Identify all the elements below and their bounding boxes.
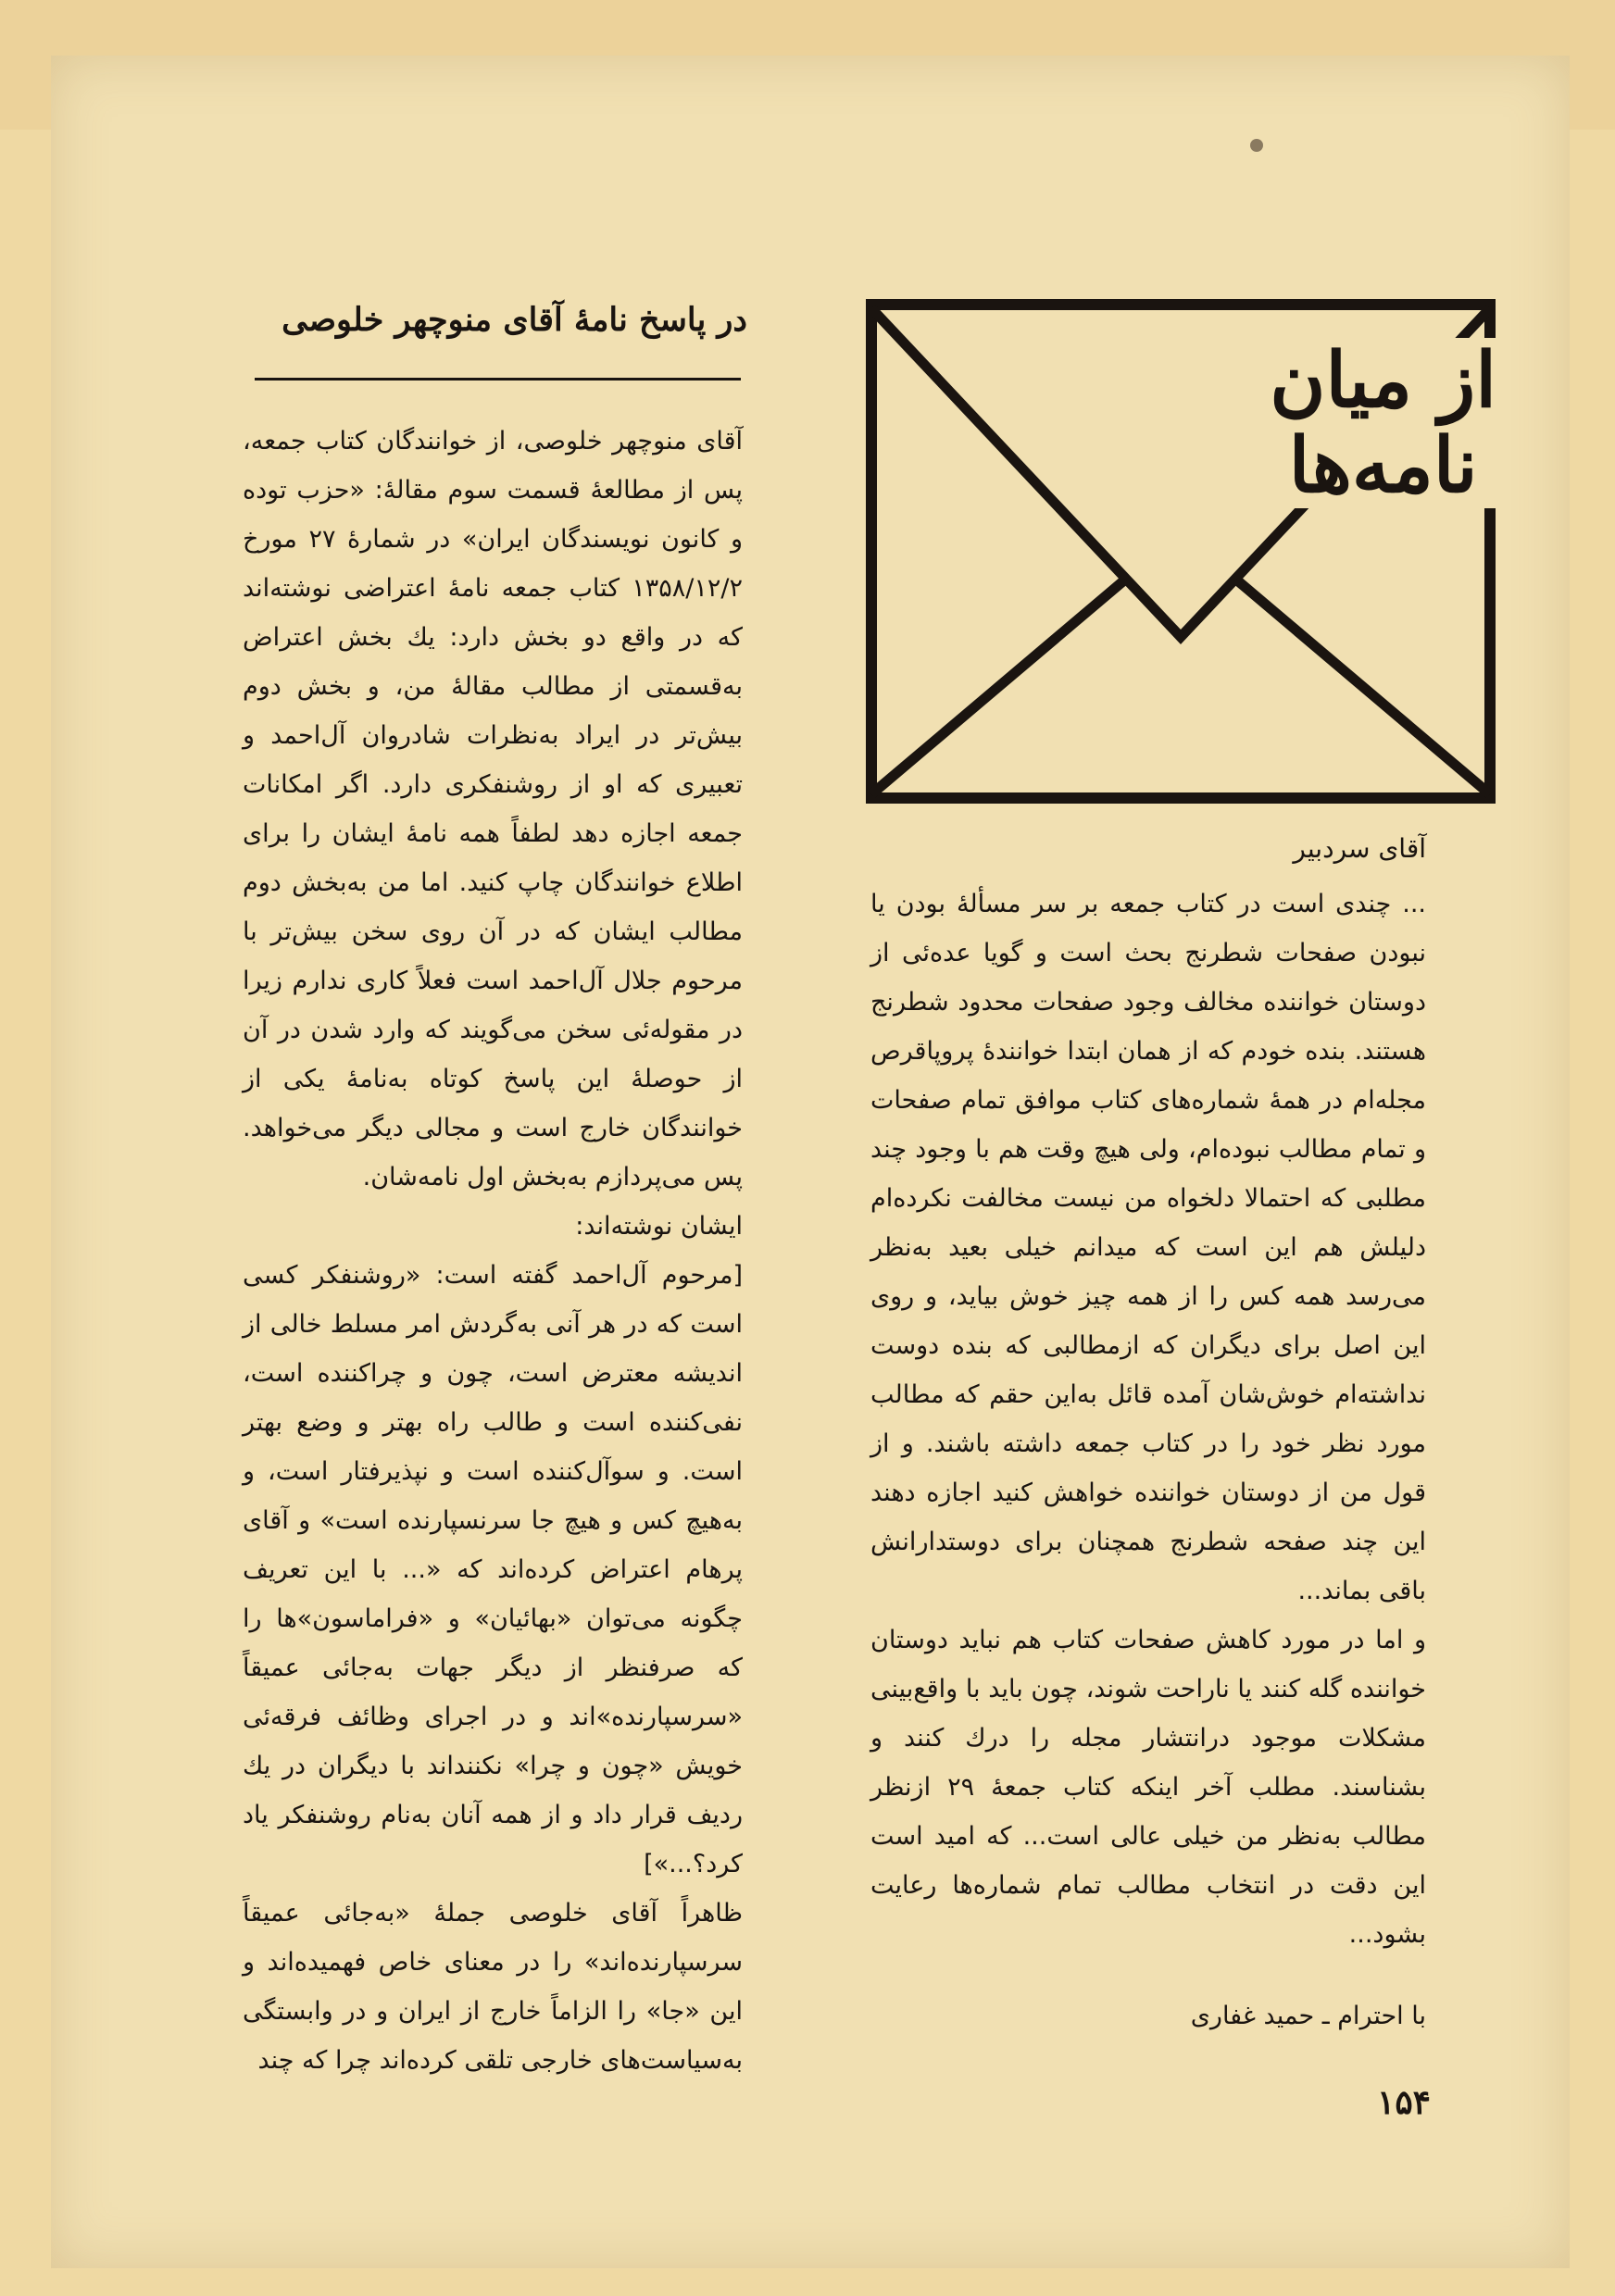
response-paragraph: ظاهراً آقای خلوصی جملهٔ «به‌جائی عمیقاً سرسپارنده‌اند» را در معنای خاص فهمیده‌اند و این «جا» را الزاماً خارج از ایران و در وابستگی به‌سیاست‌های خارجی تلقی کرده‌اند چرا که چند bbox=[243, 1899, 743, 2075]
response-paragraph: آقای منوچهر خلوصی، از خوانندگان کتاب جمعه، پس از مطالعهٔ قسمت سوم مقالهٔ: «حزب توده و کانون نویسندگان ایران» در شمارهٔ ۲۷ مورخ ۱۳۵۸/۱۲/۲ کتاب جمعه نامهٔ اعتراضی نوشته‌اند که در واقع دو بخش دارد: یك بخش اعتراض به‌قسمتی از مطالب مقالهٔ من، و بخش دوم بیش‌تر در ایراد به‌نظرات شادروان آل‌احمد و تعبیری که او از روشنفکری دارد. اگر امکانات جمعه اجازه دهد لطفاً همه نامهٔ ایشان را برای اطلاع خوانندگان چاپ کنید. اما من به‌بخش دوم مطالب ایشان که در آن روی سخن بیش‌تر با مرحوم جلال آل‌احمد است فعلاً کاری ندارم زیرا در مقوله‌ئی سخن می‌گویند که وارد شدن در آن از حوصلهٔ این پاسخ کوتاه به‌نامهٔ یکی از خوانندگان خارج است و مجالی دیگر می‌خواهد. پس می‌پردازم به‌بخش اول نامه‌شان. bbox=[243, 427, 744, 1192]
letter-paragraph: ... چندی است در کتاب جمعه بر سر مسألهٔ بودن یا نبودن صفحات شطرنج بحث است و گویا عده‌ئی از دوستان خواننده مخالف وجود صفحات محدود شطرنج هستند. بنده خودم که از همان ابتدا خوانندهٔ پروپاقرص مجله‌ام در همهٔ شماره‌های کتاب موافق تمام صفحات و تمام مطالب نبوده‌ام، ولی هیچ وقت هم با وجود چند مطلبی که احتمالا دلخواه من نیست مخالفت نکرده‌ام دلیلش هم این است که میدانم خیلی بعید به‌نظر می‌رسد همه کس را از همه چیز خوش بیاید، و روی این اصل برای دیگران که ازمطالبی که بنده دوست نداشته‌ام خوش‌شان آمده قائل به‌این حقم که مطالب مورد نظر خود را در کتاب جمعه داشته باشند. و از قول من از دوستان خواننده خواهش کنید اجازه دهند این چند صفحه شطرنج همچنان برای دوستدارانش باقی بماند... bbox=[870, 890, 1426, 1605]
section-title-line2: نامه‌ها bbox=[1288, 421, 1478, 510]
page-number: ۱۵۴ bbox=[1376, 2083, 1431, 2122]
section-title bbox=[1262, 338, 1504, 508]
paper-spot bbox=[1250, 139, 1263, 152]
letter-signoff: با احترام ـ حمید غفاری bbox=[1190, 2002, 1426, 2030]
letter-paragraph: و اما در مورد کاهش صفحات کتاب هم نباید دوستان خواننده گله کنند یا ناراحت شوند، چون باید با واقع‌بینی مشکلات موجود درانتشار مجله را درك کنند و بشناسند. مطلب آخر اینکه کتاب جمعهٔ ۲۹ ازنظر مطالب به‌نظر من خیلی عالی است... که امید است این دقت در انتخاب مطالب تمام شماره‌ها رعایت بشود... bbox=[870, 1626, 1426, 1949]
section-title-line1: از میان bbox=[1270, 336, 1496, 425]
response-title: در پاسخ نامهٔ آقای منوچهر خلوصی bbox=[282, 301, 747, 339]
response-paragraph: [مرحوم آل‌احمد گفته است: «روشنفکر کسی است که در هر آنی به‌گردش امر مسلط خالی از اندیشه معترض است، چون و چراکننده است، نفی‌کننده است و طالب راه بهتر و وضع بهتر است. و سوآل‌کننده است و نپذیرفتار است، و به‌هیچ کس و هیچ جا سرنسپارنده است» و آقای پرهام اعتراض کرده‌اند که «... با این تعریف چگونه می‌توان «بهائیان» و «فراماسون»ها را که صرفنظر از دیگر جهات به‌جائی عمیقاً «سرسپارنده»اند و در اجرای وظائف فرقه‌ئی خویش «چون و چرا» نکنند‌اند با دیگران در یك ردیف قرار داد و از همه آنان به‌نام روشنفکر یاد کرد؟...»] bbox=[243, 1261, 743, 1878]
letter-salutation: آقای سردبیر bbox=[1293, 833, 1426, 864]
title-divider bbox=[255, 378, 741, 381]
letter-body bbox=[870, 880, 1426, 1959]
response-paragraph: ایشان نوشته‌اند: bbox=[575, 1212, 743, 1241]
response-body bbox=[243, 417, 743, 2085]
